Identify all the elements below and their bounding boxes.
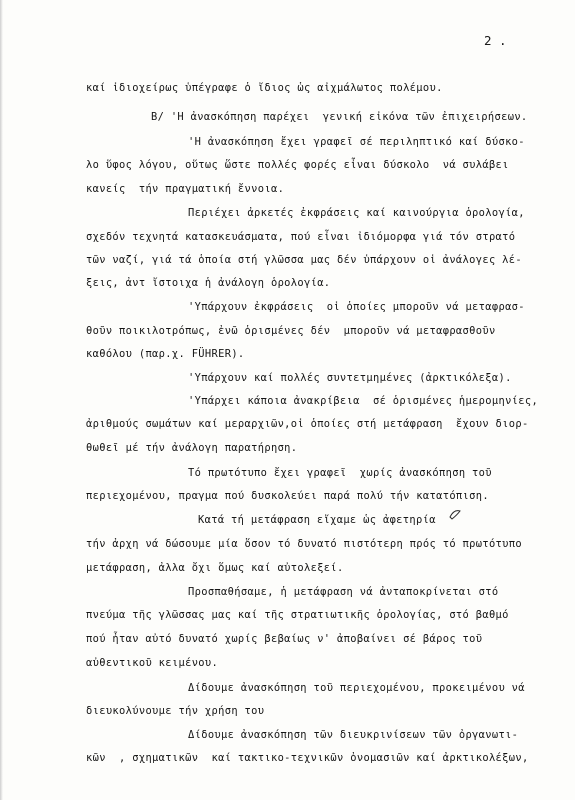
- text-line: θωθεῖ μέ τήν ἀνάλογη παρατήρηση.: [86, 442, 298, 454]
- text-line: 'Υπάρχει κάποια ἀνακρίβεια σέ ὁρισμένες ἡμερομηνίες,: [188, 395, 539, 407]
- text-line: πνεύμα τῆς γλῶσσας μας καί τῆς στρατιωτικῆς ὁρολογίας, στό βαθμό: [86, 609, 509, 621]
- text-line: τήν ἀρχη νά δώσουμε μία ὅσον τό δυνατό πιστότερη πρός τό πρωτότυπο: [86, 538, 522, 550]
- text-line: αὐθεντικοῦ κειμένου.: [86, 657, 219, 669]
- text-line: θοῦν ποικιλοτρόπως, ἐνῶ ὁρισμένες δέν μποροῦν νά μεταφρασθοῦν: [86, 325, 496, 337]
- text-line: διευκολύνουμε τήν χρήση του: [86, 705, 265, 717]
- text-line: 'Υπάρχουν καί πολλές συντετμημένες (ἀρκτικόλεξα).: [188, 372, 512, 384]
- text-line: καί ἰδιοχείρως ὑπέγραφε ὁ ἴδιος ὡς αἰχμάλωτος πολέμου.: [86, 82, 443, 94]
- text-line: ἀριθμούς σωμάτων καί μεραρχιῶν,οἱ ὁποίες στή μετάφραση ἔχουν διορ-: [86, 418, 529, 430]
- text-line: πού ἦταν αὐτό δυνατό χωρίς βεβαίως ν' ἀποβαίνει σέ βάρος τοῦ: [86, 633, 483, 645]
- text-line: σχεδόν τεχνητά κατασκευάσματα, πού εἶναι ἰδιόμορφα γιά τόν στρατό: [86, 231, 516, 243]
- text-line: κανείς τήν πραγματική ἔννοια.: [86, 183, 285, 195]
- text-line: Τό πρωτότυπο ἔχει γραφεῖ χωρίς ἀνασκόπηση τοῦ: [188, 467, 492, 479]
- text-line: 'Η ἀνασκόπηση ἔχει γραφεῖ σέ περιληπτικό καί δύσκο-: [188, 136, 525, 148]
- text-line: Δίδουμε ἀνασκόπηση τῶν διευκρινίσεων τῶν ὀργανωτι-: [188, 729, 519, 741]
- section-heading-line: Β/ 'Η ἀνασκόπηση παρέχει γενική εἰκόνα τῶν ἐπιχειρήσεων.: [151, 111, 528, 123]
- text-line: ξεις, ἀντ ἴστοιχα ἡ ἀνάλογη ὁρολογία.: [86, 277, 331, 289]
- text-line: Προσπαθήσαμε, ἡ μετάφραση νά ἀνταποκρίνεται στό: [188, 586, 499, 598]
- ink-smudge-mark: [448, 507, 462, 521]
- text-line: τῶν ναζί, γιά τά ὁποία στή γλῶσσα μας δέν ὑπάρχουν οἱ ἀνάλογες λέ-: [86, 254, 522, 266]
- text-line: Κατά τή μετάφραση εἴχαμε ὡς ἀφετηρία: [198, 514, 436, 526]
- text-line: Δίδουμε ἀνασκόπηση τοῦ περιεχομένου, προκειμένου νά: [188, 682, 525, 694]
- text-line: λο ὕφος λόγου, οὕτως ὥστε πολλές φορές εἶναι δύσκολο νά συλάβει: [86, 159, 509, 171]
- text-line: Περιέχει ἀρκετές ἐκφράσεις καί καινούργια ὁρολογία,: [188, 207, 525, 219]
- page-edge-shadow: [0, 0, 3, 800]
- text-line: περιεχομένου, πραγμα πού δυσκολεύει παρά πολύ τήν κατατόπιση.: [86, 490, 489, 502]
- text-line: κῶν , σχηματικῶν καί τακτικο-τεχνικῶν ὀνομασιῶν καί ἀρκτικολέξων,: [86, 752, 529, 764]
- text-line: καθόλου (παρ.χ. FÜHRER).: [86, 348, 245, 360]
- text-line: 'Υπάρχουν ἐκφράσεις οἱ ὁποίες μποροῦν νά μεταφρασ-: [188, 301, 525, 313]
- text-line: μετάφραση, ἀλλα ὄχι ὅμως καί αὐτολεξεί.: [86, 562, 344, 574]
- page-number: 2 .: [484, 33, 507, 48]
